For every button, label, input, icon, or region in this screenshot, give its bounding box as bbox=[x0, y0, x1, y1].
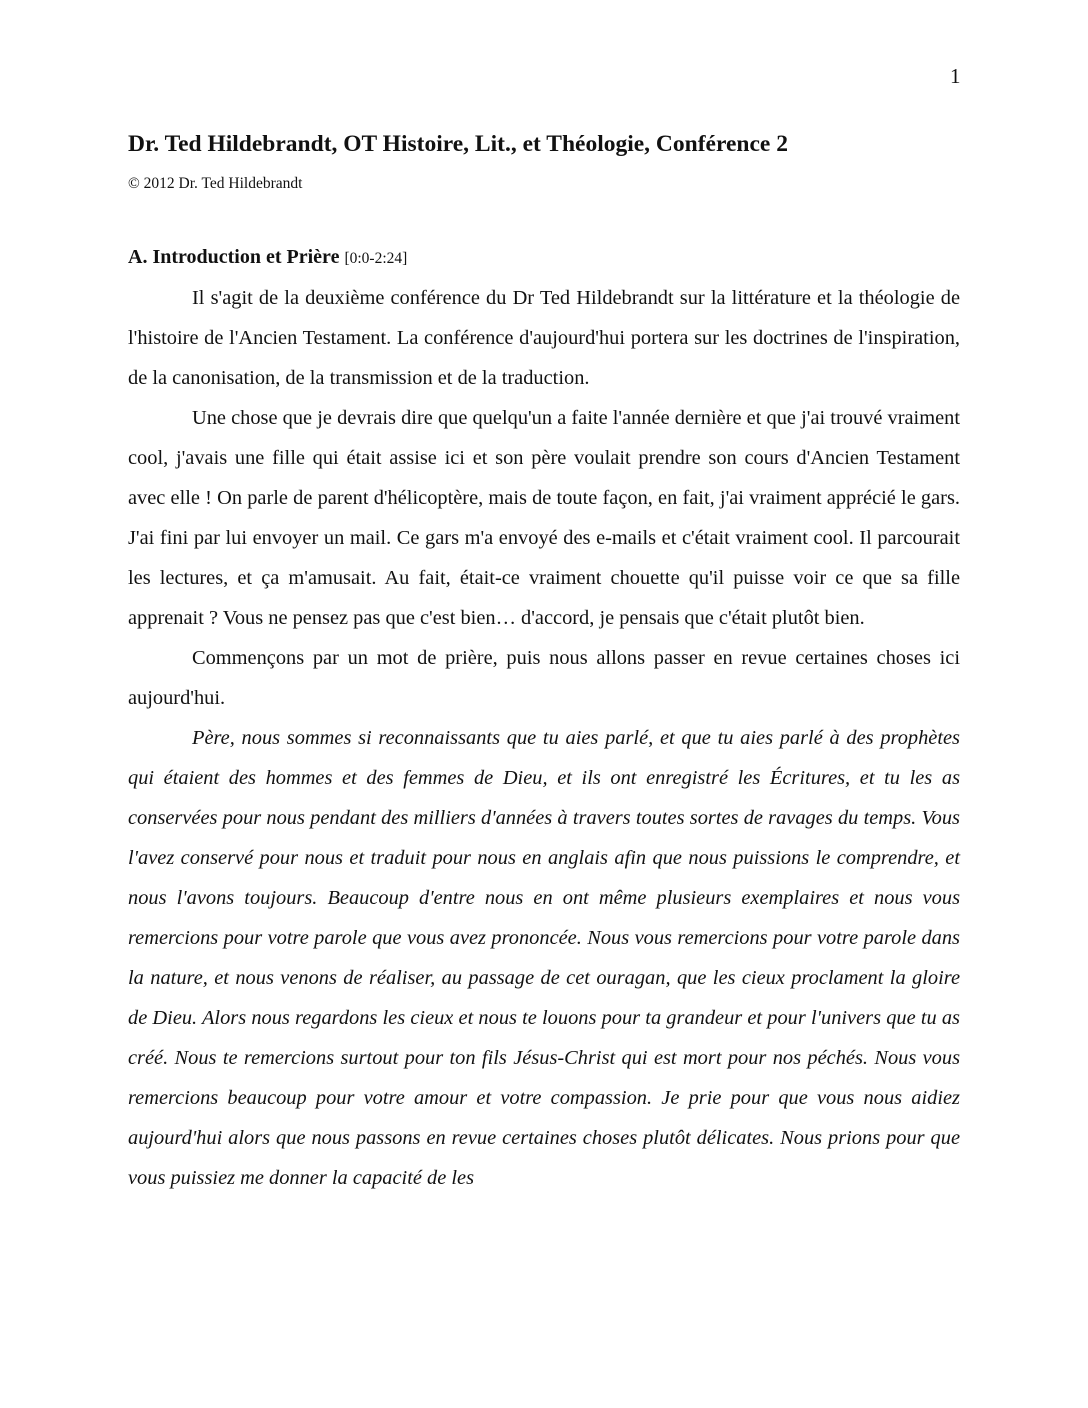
paragraph-prayer-intro: Commençons par un mot de prière, puis nous allons passer en revue certaines choses ici aujourd'hui. bbox=[128, 647, 960, 709]
paragraph-intro: Il s'agit de la deuxième conférence du Dr Ted Hildebrandt sur la littérature et la théologie de l'histoire de l'Ancien Testament. La conférence d'aujourd'hui portera sur les doctrines de l'inspiration, de la canonisation, de la transmission et de la traduction. bbox=[128, 287, 960, 389]
page-number: 1 bbox=[950, 64, 961, 88]
section-timestamp: [0:0-2:24] bbox=[344, 250, 408, 267]
paragraph-anecdote: Une chose que je devrais dire que quelqu'un a faite l'année dernière et que j'ai trouvé vraiment cool, j'avais une fille qui était assise ici et son père voulait prendre son cours d'Ancien Testament avec elle ! On parle de parent d'hélicoptère, mais de toute façon, en fait, j'ai vraiment apprécié le gars. J'ai fini par lui envoyer un mail. Ce gars m'a envoyé des e-mails et c'était vraiment cool. Il parcourait les lectures, et ça m'amusait. Au fait, était-ce vraiment chouette qu'il puisse voir ce que sa fille apprenait ? Vous ne pensez pas que c'est bien… d'accord, je pensais que c'était plutôt bien. bbox=[128, 407, 960, 629]
section-heading bbox=[128, 245, 407, 269]
body-text bbox=[128, 278, 960, 1198]
document-title: Dr. Ted Hildebrandt, OT Histoire, Lit., et Théologie, Conférence 2 bbox=[128, 131, 788, 157]
copyright-notice: © 2012 Dr. Ted Hildebrandt bbox=[128, 175, 303, 192]
paragraph-prayer: Père, nous sommes si reconnaissants que tu aies parlé, et que tu aies parlé à des prophètes qui étaient des hommes et des femmes de Dieu, et ils ont enregistré les Écritures, et tu les as conservées pour nous pendant des milliers d'années à travers toutes sortes de ravages du temps. Vous l'avez conservé pour nous et traduit pour nous en anglais afin que nous puissions le comprendre, et nous l'avons toujours. Beaucoup d'entre nous en ont même plusieurs exemplaires et nous vous remercions pour votre parole que vous avez prononcée. Nous vous remercions pour votre parole dans la nature, et nous venons de réaliser, au passage de cet ouragan, que les cieux proclament la gloire de Dieu. Alors nous regardons les cieux et nous te louons pour ta grandeur et pour l'univers que tu as créé. Nous te remercions surtout pour ton fils Jésus-Christ qui est mort pour nos péchés. Nous vous remercions beaucoup pour votre amour et votre compassion. Je prie pour que vous nous aidiez aujourd'hui alors que nous passons en revue certaines choses plutôt délicates. Nous prions pour que vous puissiez me donner la capacité de les bbox=[128, 727, 960, 1189]
section-heading-text: A. Introduction et Prière bbox=[128, 246, 340, 268]
